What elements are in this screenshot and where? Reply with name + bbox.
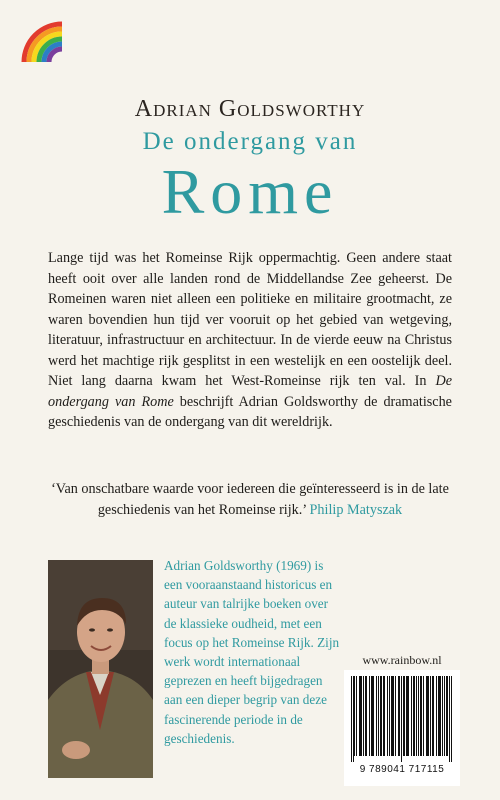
isbn-number: 9 789041 717115	[359, 764, 445, 775]
barcode	[344, 670, 460, 786]
author-photo	[48, 560, 153, 778]
book-title: Rome	[161, 156, 339, 227]
back-cover-blurb	[48, 248, 452, 433]
publisher-website: www.rainbow.nl	[362, 653, 442, 667]
blurb-book-title: De ondergang van Rome	[48, 373, 452, 410]
quote-text: ‘Van onschatbare waarde voor iedereen die geïnteresseerd is in de late geschiedenis van het Romeinse rijk.’	[51, 481, 449, 518]
blurb-text-1: Lange tijd was het Romeinse Rijk oppermachtig. Geen andere staat heeft ooit over alle landen rond de Middellandse Zee geheerst. De Romeinen waren niet alleen een politieke en militaire grootmacht, ze waren bovendien hun tijd ver vooruit op het gebied van wetgeving, literatuur, infrastructuur en architectuur. In de vierde eeuw na Christus werd het machtige rijk gesplitst in een westelijk en een oostelijk deel. Niet lang daarna kwam het West-Romeinse rijk ten val. In	[48, 250, 452, 389]
author-bio: Adrian Goldsworthy (1969) is een vooraanstaand historicus en auteur van talrijke boeken over de klassieke oudheid, met een focus op het Romeinse Rijk. Zijn werk wordt internationaal geprezen en heeft bijgedragen aan een dieper begrip van deze fascinerende periode in de geschiedenis.	[164, 558, 340, 746]
book-subtitle: De ondergang van	[142, 128, 358, 155]
barcode-bars	[350, 676, 454, 762]
review-quote	[40, 479, 460, 520]
rainbow-logo	[20, 20, 66, 66]
blurb-text-2: beschrijft Adrian Goldsworthy de dramatische geschiedenis van de ondergang van dit wereldrijk.	[48, 393, 452, 430]
quote-author: Philip Matyszak	[309, 501, 403, 518]
author-name: Adrian Goldsworthy	[134, 96, 366, 122]
